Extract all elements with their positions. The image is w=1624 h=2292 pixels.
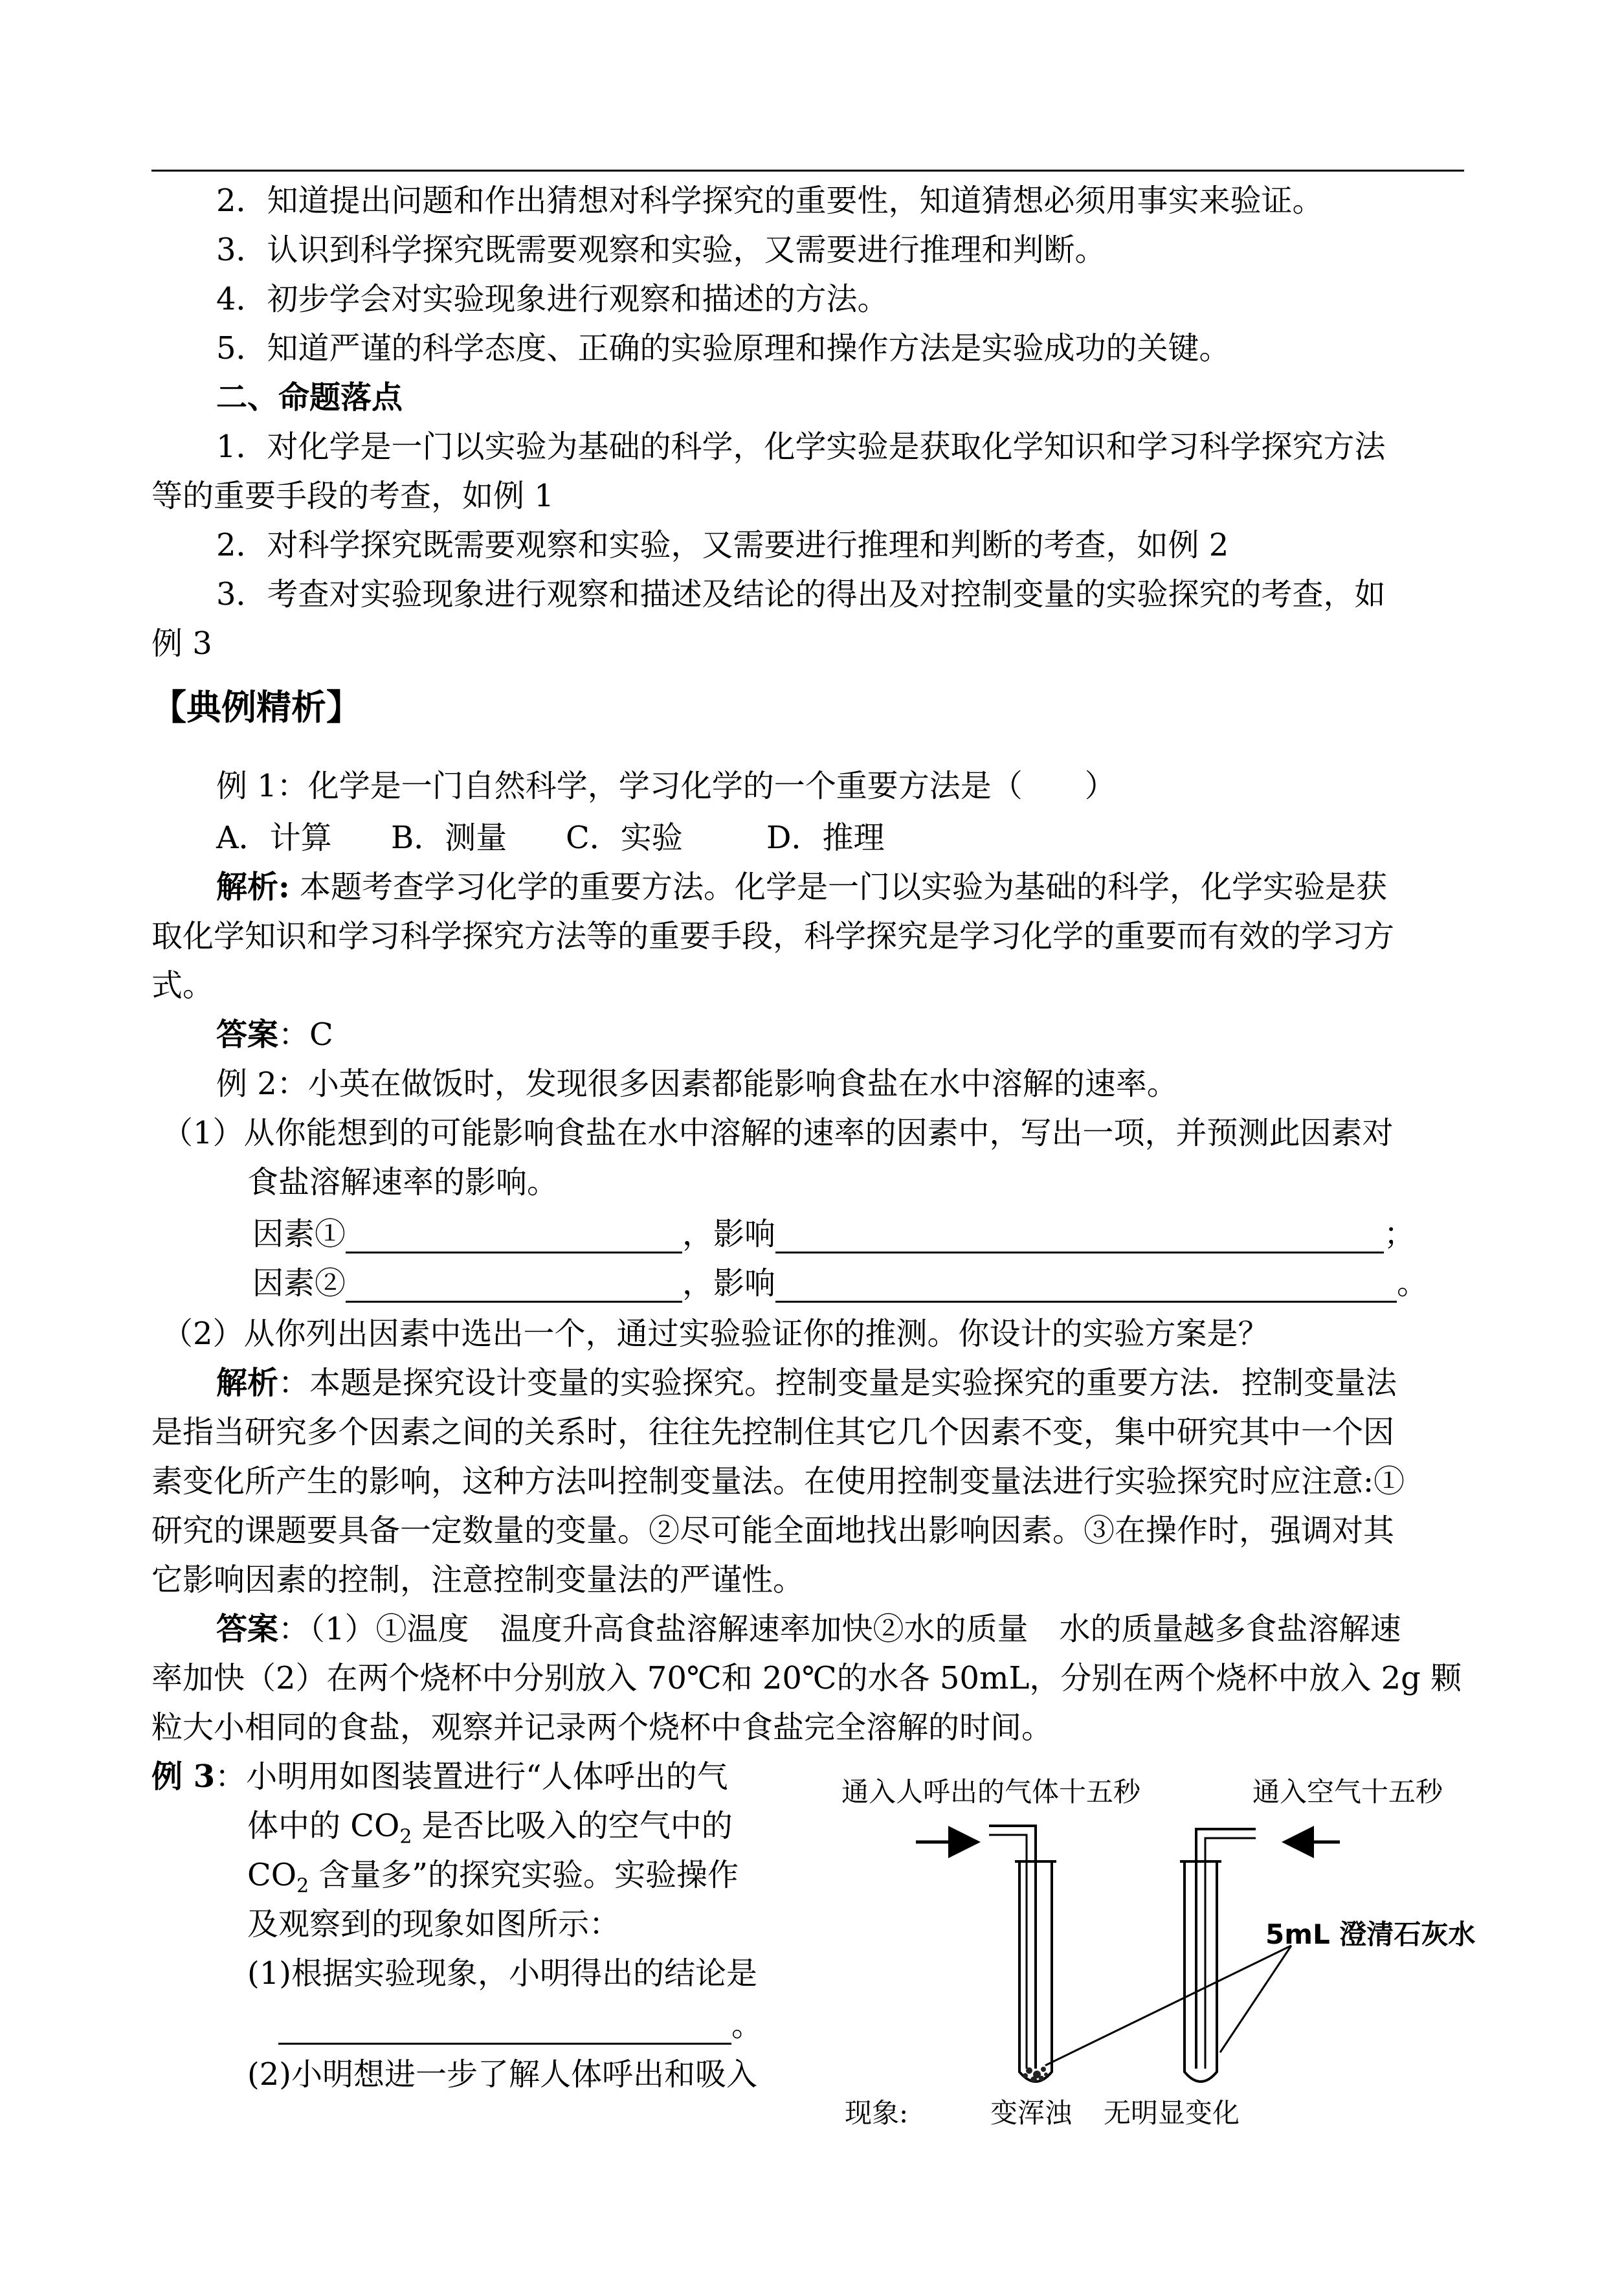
ex3-co2-sub-1: 2 (399, 1825, 412, 1848)
objective-5: 5．知道严谨的科学态度、正确的实验原理和操作方法是实验成功的关键。 (216, 330, 1230, 366)
ex2-analysis-line-1 (216, 1364, 1397, 1402)
figure-left-result: 变浑浊 (990, 2097, 1073, 2129)
ex2-factor-2-label: 因素② (252, 1265, 346, 1301)
ex2-factor-1-row (252, 1215, 1415, 1253)
reagent-leader-right (1220, 1946, 1291, 2052)
point-3-line-1: 3．考查对实验现象进行观察和描述及结论的得出及对控制变量的实验探究的考查，如 (216, 576, 1386, 612)
ex2-effect-1-blank[interactable] (775, 1222, 1384, 1253)
ex3-conclusion-blank[interactable] (278, 2013, 731, 2045)
objective-3: 3．认识到科学探究既需要观察和实验，又需要进行推理和判断。 (216, 232, 1106, 268)
ex1-answer-label: 答案 (216, 1017, 279, 1053)
ex2-row-2-end: 。 (1397, 1265, 1429, 1301)
ex2-factor-1-label: 因素① (252, 1216, 346, 1252)
ex1-analysis-line-2: 取化学知识和学习科学探究方法等的重要手段，科学探究是学习化学的重要而有效的学习方 (151, 918, 1395, 954)
right-test-tube (1180, 1829, 1256, 2082)
point-3-line-2: 例 3 (151, 625, 212, 662)
ex3-line-6-end: 。 (731, 2007, 763, 2043)
ex1-answer-value: ：C (278, 1017, 333, 1053)
ex2-answer-line-2: 率加快（2）在两个烧杯中分别放入 70℃和 20℃的水各 50mL，分别在两个烧杯中放入 2g 颗 (151, 1660, 1462, 1696)
ex2-answer-text: ：（1）①温度 温度升高食盐溶解速率加快②水的质量 水的质量越多食盐溶解速 (278, 1611, 1401, 1647)
figure-right-result: 无明显变化 (1104, 2097, 1240, 2129)
ex1-option-a: A．计算 (216, 820, 332, 856)
header-rule (151, 170, 1464, 172)
ex2-question: 例 2：小英在做饭时，发现很多因素都能影响食盐在水中溶解的速率。 (216, 1066, 1178, 1102)
ex3-line-1 (151, 1757, 728, 1796)
point-1-line-1: 1．对化学是一门以实验为基础的科学，化学实验是获取化学知识和学习科学探究方法 (216, 429, 1386, 465)
ex2-q2: （2）从你列出因素中选出一个，通过实验验证你的推测。你设计的实验方案是？ (162, 1316, 1269, 1352)
ex2-factor-2-row (252, 1264, 1428, 1303)
figure-phenomenon-label: 现象: (845, 2097, 909, 2129)
section-heading: 【典例精析】 (151, 686, 361, 728)
ex3-text-3a: CO (247, 1857, 297, 1893)
ex2-analysis-line-3: 素变化所产生的影响，这种方法叫控制变量法。在使用控制变量法进行实验探究时应注意:① (151, 1463, 1405, 1500)
test-tube-diagram (841, 1813, 1489, 2098)
ex1-answer (216, 1015, 333, 1054)
ex3-line-4: 及观察到的现象如图所示： (247, 1906, 621, 1942)
ex2-q1-line-2: 食盐溶解速率的影响。 (247, 1164, 559, 1200)
reagent-leader-left (1045, 1946, 1291, 2065)
figure-reagent-label: 5mL 澄清石灰水 (1265, 1918, 1476, 1950)
ex1-option-b: B．测量 (391, 820, 507, 856)
point-1-line-2: 等的重要手段的考查，如例 1 (151, 478, 554, 514)
ex1-analysis-line-3: 式。 (151, 967, 214, 1004)
ex1-option-c: C．实验 (566, 820, 683, 856)
ex3-text-3b: 含量多”的探究实验。实验操作 (309, 1857, 739, 1893)
objective-2: 2．知道提出问题和作出猜想对科学探究的重要性，知道猜想必须用事实来验证。 (216, 183, 1324, 219)
objective-4: 4．初步学会对实验现象进行观察和描述的方法。 (216, 281, 889, 317)
ex2-answer-label: 答案 (216, 1611, 279, 1647)
ex3-line-3 (247, 1856, 739, 1906)
ex3-line-7: (2)小明想进一步了解人体呼出和吸入 (247, 2056, 757, 2093)
ex2-analysis-text: ：本题是探究设计变量的实验探究。控制变量是实验探究的重要方法．控制变量法 (278, 1365, 1397, 1401)
ex2-analysis-line-4: 研究的课题要具备一定数量的变量。②尽可能全面地找出影响因素。③在操作时，强调对其 (151, 1512, 1395, 1549)
ex1-analysis-label: 解析: (216, 869, 290, 905)
section-title-points: 二、命题落点 (216, 379, 403, 416)
left-test-tube (989, 1826, 1056, 2083)
ex2-factor-1-blank[interactable] (346, 1222, 682, 1253)
ex3-co2-sub-2: 2 (296, 1874, 309, 1898)
ex2-analysis-line-5: 它影响因素的控制，注意控制变量法的严谨性。 (151, 1562, 805, 1598)
ex1-option-d: D．推理 (766, 820, 885, 856)
ex3-line-6 (278, 2006, 762, 2045)
ex2-row-1-end: ； (1384, 1216, 1416, 1252)
ex2-effect-1-label: ，影响 (682, 1216, 776, 1252)
ex3-text-2a: 体中的 CO (247, 1808, 400, 1844)
ex2-effect-2-label: ，影响 (682, 1265, 776, 1301)
ex2-effect-2-blank[interactable] (775, 1271, 1397, 1303)
point-2: 2．对科学探究既需要观察和实验，又需要进行推理和判断的考查，如例 2 (216, 527, 1229, 563)
ex1-analysis-line-1 (216, 868, 1387, 906)
ex3-line-2 (247, 1806, 733, 1857)
ex1-analysis-text: 本题考查学习化学的重要方法。化学是一门以实验为基础的科学，化学实验是获 (289, 869, 1387, 905)
ex2-factor-2-blank[interactable] (346, 1271, 682, 1303)
ex2-q1-line-1: （1）从你能想到的可能影响食盐在水中溶解的速率的因素中，写出一项，并预测此因素对 (162, 1115, 1394, 1151)
ex2-answer-line-1 (216, 1610, 1401, 1648)
figure-left-label: 通入人呼出的气体十五秒 (841, 1776, 1141, 1808)
figure-right-label: 通入空气十五秒 (1252, 1776, 1443, 1808)
ex3-label: 例 3 (151, 1758, 216, 1795)
ex2-analysis-label: 解析 (216, 1365, 279, 1401)
cloudy-precipitate (1023, 2067, 1048, 2083)
ex3-text-1: ：小明用如图装置进行“人体呼出的气 (215, 1758, 728, 1795)
ex2-analysis-line-2: 是指当研究多个因素之间的关系时，往往先控制住其它几个因素不变，集中研究其中一个因 (151, 1414, 1395, 1450)
ex3-line-5: (1)根据实验现象，小明得出的结论是 (247, 1955, 757, 1992)
ex1-question: 例 1：化学是一门自然科学，学习化学的一个重要方法是（ ） (216, 768, 1116, 804)
ex3-text-2b: 是否比吸入的空气中的 (412, 1808, 733, 1844)
ex2-answer-line-3: 粒大小相同的食盐，观察并记录两个烧杯中食盐完全溶解的时间。 (151, 1709, 1053, 1746)
